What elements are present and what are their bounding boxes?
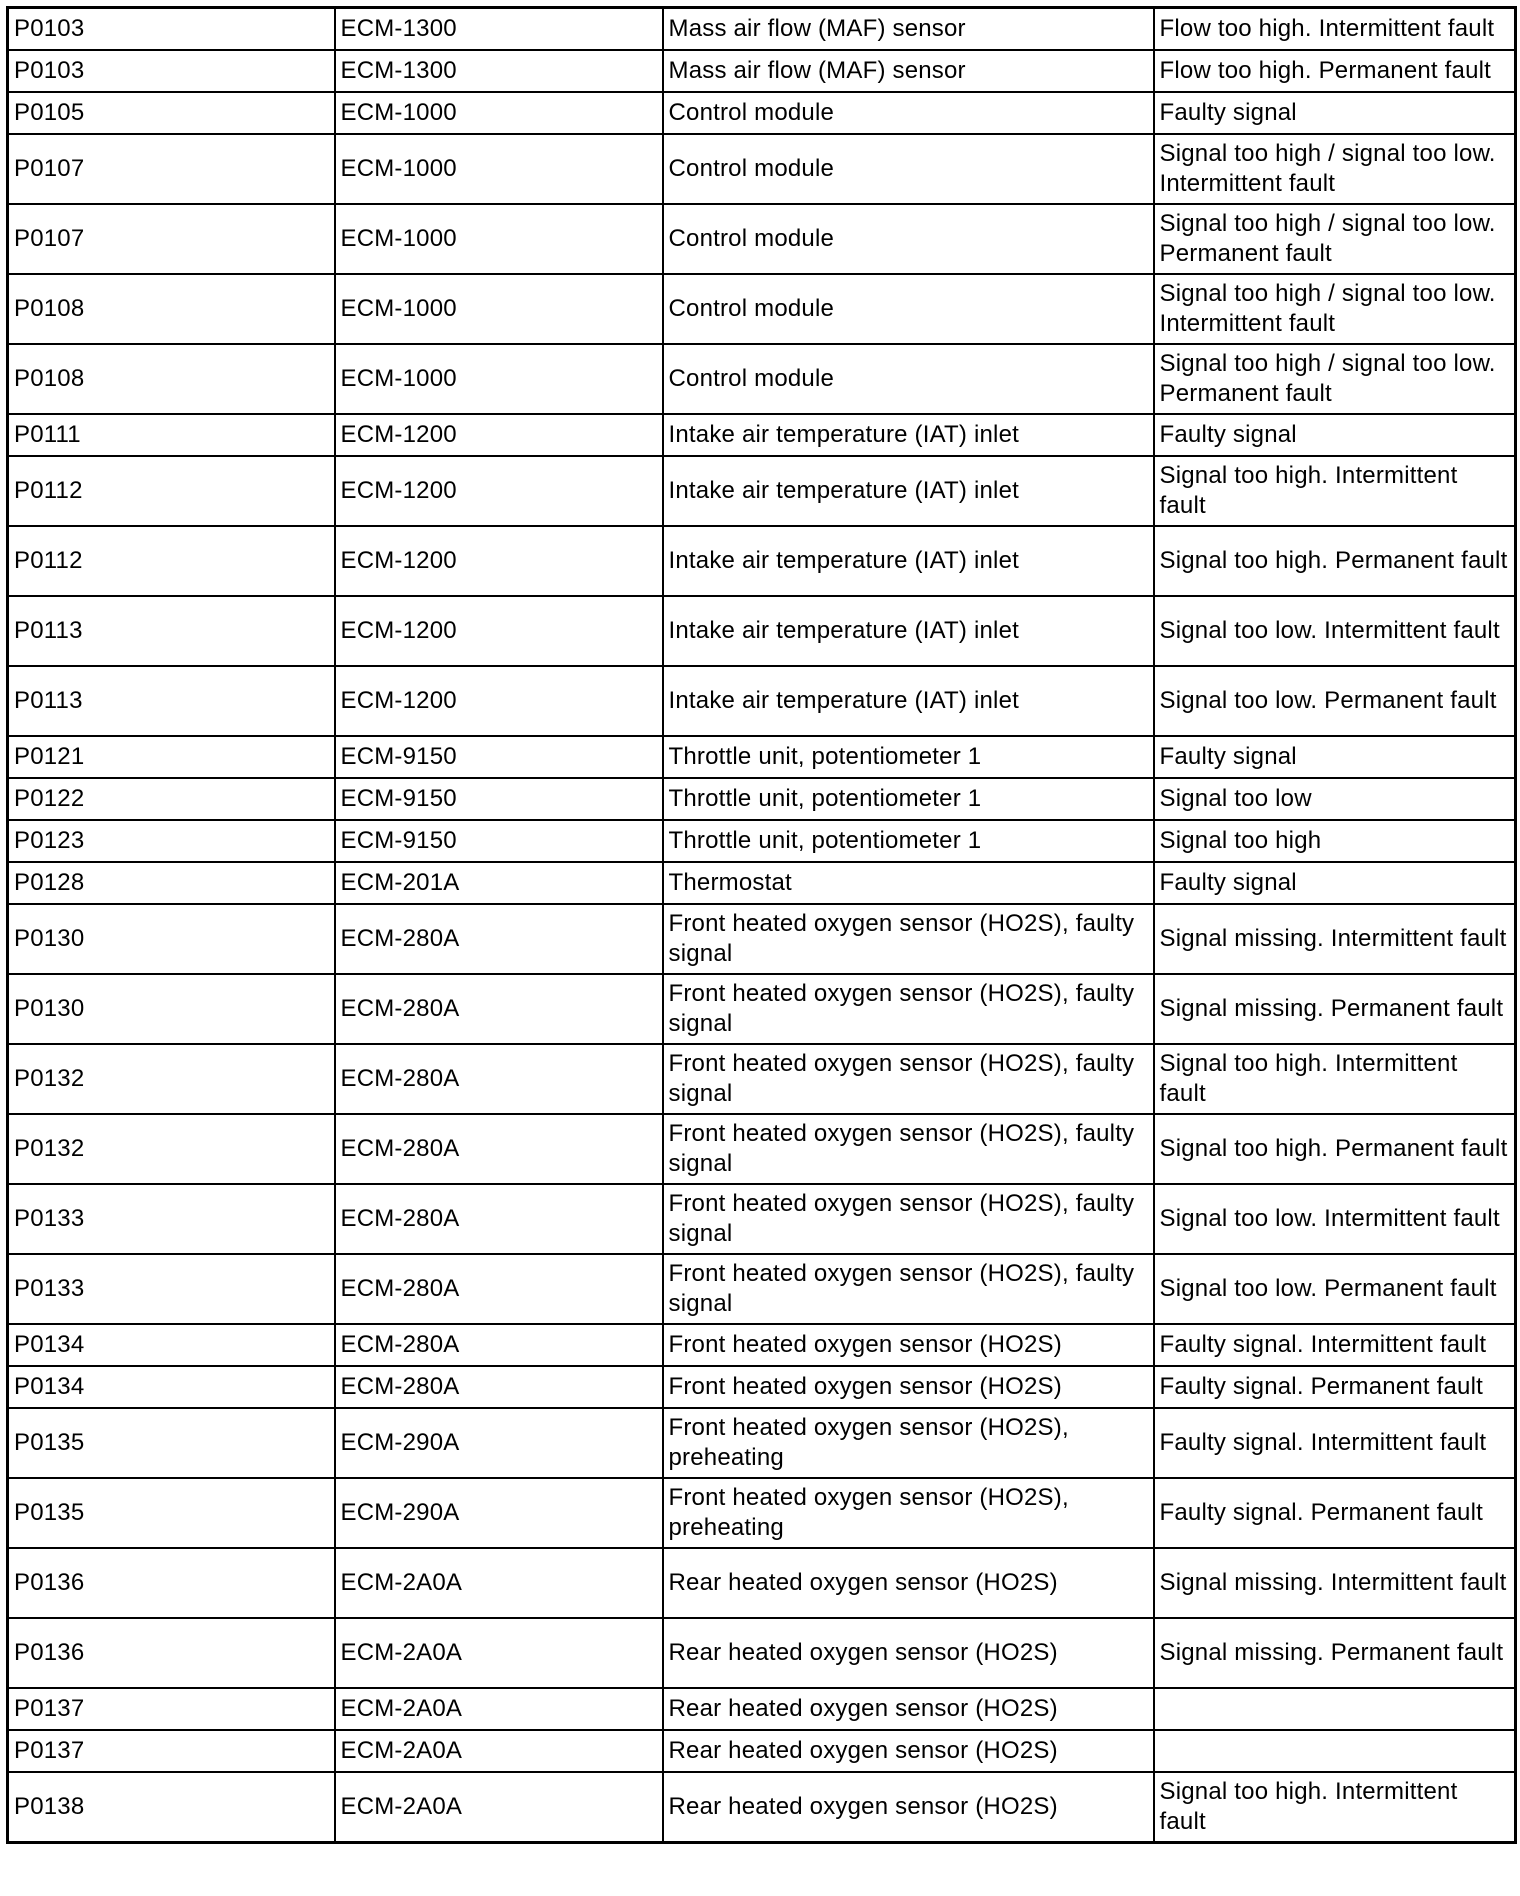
component-cell: Front heated oxygen sensor (HO2S), faulty signal <box>663 904 1154 974</box>
dtc-table-body <box>8 8 1516 1843</box>
code-cell: P0134 <box>8 1366 335 1408</box>
dtc-table <box>6 6 1517 1844</box>
code-cell: P0138 <box>8 1772 335 1843</box>
component-cell: Throttle unit, potentiometer 1 <box>663 820 1154 862</box>
module-cell: ECM-1300 <box>335 50 663 92</box>
code-cell: P0132 <box>8 1114 335 1184</box>
code-cell: P0136 <box>8 1548 335 1618</box>
fault-cell: Signal too high. Intermittent fault <box>1154 1772 1516 1843</box>
table-row <box>8 344 1516 414</box>
fault-cell: Faulty signal. Permanent fault <box>1154 1366 1516 1408</box>
fault-cell: Faulty signal. Intermittent fault <box>1154 1408 1516 1478</box>
table-row <box>8 1366 1516 1408</box>
code-cell: P0134 <box>8 1324 335 1366</box>
module-cell: ECM-1000 <box>335 134 663 204</box>
code-cell: P0103 <box>8 50 335 92</box>
module-cell: ECM-1000 <box>335 274 663 344</box>
table-row <box>8 1184 1516 1254</box>
module-cell: ECM-1000 <box>335 344 663 414</box>
table-row <box>8 974 1516 1044</box>
code-cell: P0123 <box>8 820 335 862</box>
component-cell: Throttle unit, potentiometer 1 <box>663 736 1154 778</box>
code-cell: P0112 <box>8 456 335 526</box>
code-cell: P0137 <box>8 1730 335 1772</box>
fault-cell: Signal too low <box>1154 778 1516 820</box>
code-cell: P0128 <box>8 862 335 904</box>
module-cell: ECM-280A <box>335 904 663 974</box>
code-cell: P0121 <box>8 736 335 778</box>
code-cell: P0103 <box>8 8 335 51</box>
fault-cell: Faulty signal. Permanent fault <box>1154 1478 1516 1548</box>
code-cell: P0132 <box>8 1044 335 1114</box>
fault-cell <box>1154 1688 1516 1730</box>
fault-cell: Signal too low. Intermittent fault <box>1154 596 1516 666</box>
table-row <box>8 92 1516 134</box>
table-row <box>8 1324 1516 1366</box>
table-row <box>8 1114 1516 1184</box>
fault-cell: Signal missing. Permanent fault <box>1154 974 1516 1044</box>
table-row <box>8 50 1516 92</box>
module-cell: ECM-280A <box>335 1366 663 1408</box>
component-cell: Rear heated oxygen sensor (HO2S) <box>663 1618 1154 1688</box>
fault-cell: Signal too high / signal too low. Permanent fault <box>1154 204 1516 274</box>
table-row <box>8 8 1516 51</box>
table-row <box>8 666 1516 736</box>
code-cell: P0105 <box>8 92 335 134</box>
module-cell: ECM-1300 <box>335 8 663 51</box>
code-cell: P0108 <box>8 274 335 344</box>
component-cell: Thermostat <box>663 862 1154 904</box>
component-cell: Front heated oxygen sensor (HO2S) <box>663 1366 1154 1408</box>
component-cell: Intake air temperature (IAT) inlet <box>663 596 1154 666</box>
table-row <box>8 736 1516 778</box>
module-cell: ECM-201A <box>335 862 663 904</box>
code-cell: P0122 <box>8 778 335 820</box>
code-cell: P0135 <box>8 1408 335 1478</box>
component-cell: Mass air flow (MAF) sensor <box>663 8 1154 51</box>
component-cell: Intake air temperature (IAT) inlet <box>663 456 1154 526</box>
code-cell: P0107 <box>8 134 335 204</box>
fault-cell: Faulty signal <box>1154 414 1516 456</box>
code-cell: P0137 <box>8 1688 335 1730</box>
fault-cell: Signal too high. Intermittent fault <box>1154 1044 1516 1114</box>
module-cell: ECM-280A <box>335 1184 663 1254</box>
module-cell: ECM-2A0A <box>335 1688 663 1730</box>
fault-cell: Signal too high / signal too low. Permanent fault <box>1154 344 1516 414</box>
table-row <box>8 134 1516 204</box>
code-cell: P0112 <box>8 526 335 596</box>
fault-cell: Signal too high. Permanent fault <box>1154 1114 1516 1184</box>
module-cell: ECM-1200 <box>335 456 663 526</box>
component-cell: Intake air temperature (IAT) inlet <box>663 526 1154 596</box>
component-cell: Front heated oxygen sensor (HO2S), faulty signal <box>663 1254 1154 1324</box>
module-cell: ECM-280A <box>335 1044 663 1114</box>
component-cell: Mass air flow (MAF) sensor <box>663 50 1154 92</box>
component-cell: Throttle unit, potentiometer 1 <box>663 778 1154 820</box>
fault-cell: Signal missing. Intermittent fault <box>1154 1548 1516 1618</box>
table-row <box>8 1044 1516 1114</box>
module-cell: ECM-2A0A <box>335 1772 663 1843</box>
fault-cell: Signal too low. Permanent fault <box>1154 666 1516 736</box>
module-cell: ECM-2A0A <box>335 1548 663 1618</box>
code-cell: P0130 <box>8 904 335 974</box>
component-cell: Front heated oxygen sensor (HO2S), preheating <box>663 1408 1154 1478</box>
module-cell: ECM-280A <box>335 974 663 1044</box>
module-cell: ECM-9150 <box>335 820 663 862</box>
fault-cell: Faulty signal <box>1154 92 1516 134</box>
module-cell: ECM-1200 <box>335 596 663 666</box>
table-row <box>8 204 1516 274</box>
fault-cell: Signal too high. Intermittent fault <box>1154 456 1516 526</box>
code-cell: P0130 <box>8 974 335 1044</box>
code-cell: P0135 <box>8 1478 335 1548</box>
code-cell: P0111 <box>8 414 335 456</box>
code-cell: P0108 <box>8 344 335 414</box>
component-cell: Front heated oxygen sensor (HO2S), faulty signal <box>663 974 1154 1044</box>
code-cell: P0133 <box>8 1254 335 1324</box>
component-cell: Front heated oxygen sensor (HO2S), faulty signal <box>663 1184 1154 1254</box>
module-cell: ECM-290A <box>335 1478 663 1548</box>
fault-cell: Faulty signal <box>1154 736 1516 778</box>
table-row <box>8 1618 1516 1688</box>
fault-cell <box>1154 1730 1516 1772</box>
module-cell: ECM-2A0A <box>335 1730 663 1772</box>
table-row <box>8 1478 1516 1548</box>
fault-cell: Signal too low. Permanent fault <box>1154 1254 1516 1324</box>
table-row <box>8 1548 1516 1618</box>
component-cell: Front heated oxygen sensor (HO2S), faulty signal <box>663 1114 1154 1184</box>
module-cell: ECM-280A <box>335 1254 663 1324</box>
table-row <box>8 1730 1516 1772</box>
table-row <box>8 820 1516 862</box>
fault-cell: Signal missing. Intermittent fault <box>1154 904 1516 974</box>
component-cell: Rear heated oxygen sensor (HO2S) <box>663 1548 1154 1618</box>
fault-cell: Signal too high / signal too low. Intermittent fault <box>1154 274 1516 344</box>
table-row <box>8 1408 1516 1478</box>
component-cell: Front heated oxygen sensor (HO2S), preheating <box>663 1478 1154 1548</box>
table-row <box>8 596 1516 666</box>
module-cell: ECM-1200 <box>335 526 663 596</box>
module-cell: ECM-1000 <box>335 92 663 134</box>
component-cell: Control module <box>663 274 1154 344</box>
fault-cell: Faulty signal. Intermittent fault <box>1154 1324 1516 1366</box>
fault-cell: Faulty signal <box>1154 862 1516 904</box>
component-cell: Control module <box>663 92 1154 134</box>
table-row <box>8 862 1516 904</box>
code-cell: P0113 <box>8 596 335 666</box>
table-row <box>8 904 1516 974</box>
code-cell: P0113 <box>8 666 335 736</box>
module-cell: ECM-280A <box>335 1324 663 1366</box>
component-cell: Intake air temperature (IAT) inlet <box>663 666 1154 736</box>
component-cell: Intake air temperature (IAT) inlet <box>663 414 1154 456</box>
module-cell: ECM-1000 <box>335 204 663 274</box>
fault-cell: Signal too high. Permanent fault <box>1154 526 1516 596</box>
component-cell: Rear heated oxygen sensor (HO2S) <box>663 1730 1154 1772</box>
code-cell: P0107 <box>8 204 335 274</box>
module-cell: ECM-9150 <box>335 778 663 820</box>
table-row <box>8 456 1516 526</box>
table-row <box>8 778 1516 820</box>
component-cell: Control module <box>663 204 1154 274</box>
fault-cell: Flow too high. Permanent fault <box>1154 50 1516 92</box>
fault-cell: Signal too high / signal too low. Intermittent fault <box>1154 134 1516 204</box>
table-row <box>8 1772 1516 1843</box>
fault-cell: Flow too high. Intermittent fault <box>1154 8 1516 51</box>
module-cell: ECM-290A <box>335 1408 663 1478</box>
fault-cell: Signal too low. Intermittent fault <box>1154 1184 1516 1254</box>
module-cell: ECM-1200 <box>335 666 663 736</box>
component-cell: Control module <box>663 344 1154 414</box>
component-cell: Rear heated oxygen sensor (HO2S) <box>663 1772 1154 1843</box>
component-cell: Front heated oxygen sensor (HO2S), faulty signal <box>663 1044 1154 1114</box>
code-cell: P0133 <box>8 1184 335 1254</box>
module-cell: ECM-1200 <box>335 414 663 456</box>
table-row <box>8 414 1516 456</box>
module-cell: ECM-9150 <box>335 736 663 778</box>
module-cell: ECM-280A <box>335 1114 663 1184</box>
component-cell: Front heated oxygen sensor (HO2S) <box>663 1324 1154 1366</box>
code-cell: P0136 <box>8 1618 335 1688</box>
fault-cell: Signal missing. Permanent fault <box>1154 1618 1516 1688</box>
table-row <box>8 1688 1516 1730</box>
component-cell: Rear heated oxygen sensor (HO2S) <box>663 1688 1154 1730</box>
component-cell: Control module <box>663 134 1154 204</box>
module-cell: ECM-2A0A <box>335 1618 663 1688</box>
table-row <box>8 1254 1516 1324</box>
fault-cell: Signal too high <box>1154 820 1516 862</box>
table-row <box>8 526 1516 596</box>
table-row <box>8 274 1516 344</box>
